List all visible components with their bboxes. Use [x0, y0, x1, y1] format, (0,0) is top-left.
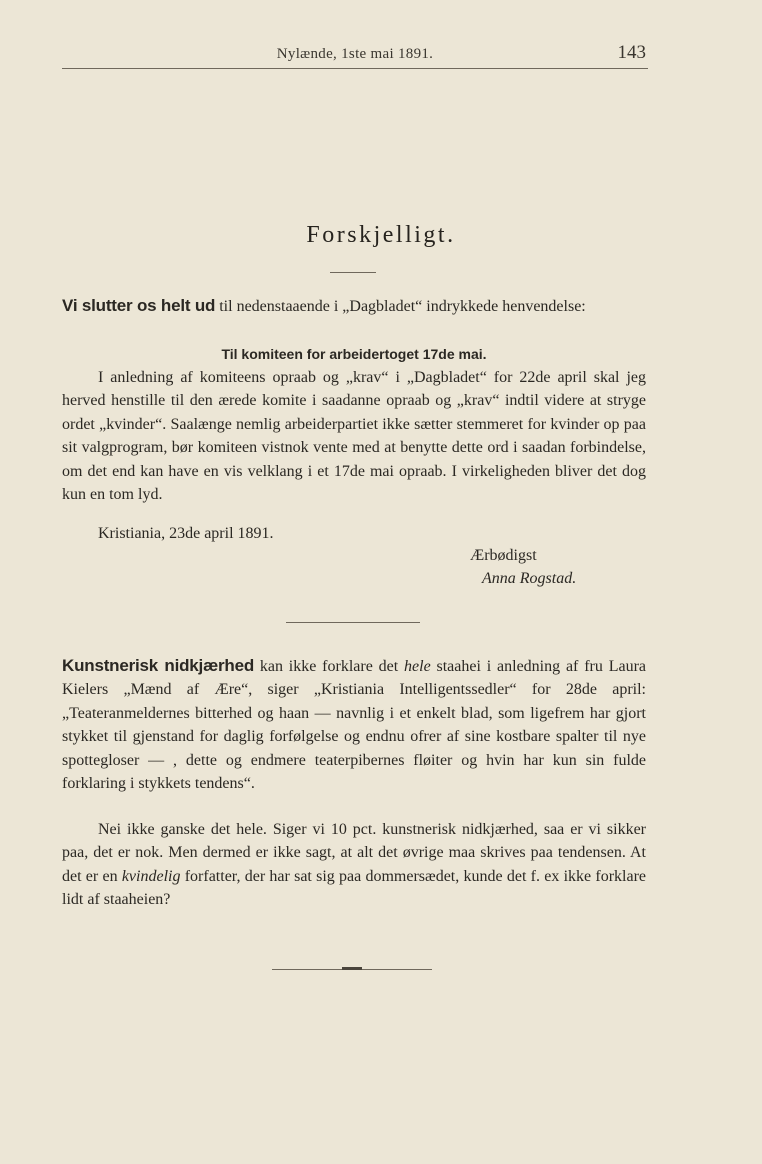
item2-paragraph-1	[62, 654, 646, 795]
item1-signature: Anna Rogstad.	[482, 570, 577, 587]
item1-intro	[62, 294, 646, 318]
item1-closing: Ærbødigst	[470, 547, 537, 564]
item2-p2-a: Nei ikke ganske det hele. Siger vi 10 pct. kunstnerisk nidkjærhed, saa er vi sikker paa, det er nok. Men dermed er ikke sagt, at alt det øvrige maa skrives paa tendensen. At det er en	[62, 821, 646, 885]
item2-p2-em: kvindelig	[121, 867, 181, 885]
item1-intro-text: til nedenstaaende i „Dagbladet“ indrykkede henvendelse:	[215, 298, 586, 315]
item2-p1-em: hele	[404, 658, 431, 675]
end-rule-center	[342, 967, 362, 970]
item1-subheading: Til komiteen for arbeidertoget 17de mai.	[221, 346, 487, 362]
item2-lead: Kunstnerisk nidkjærhed	[62, 656, 255, 675]
item2-p1-a: kan ikke forklare det	[254, 658, 405, 675]
item1-dateline: Kristiania, 23de april 1891.	[98, 525, 274, 542]
item1-lead: Vi slutter os helt ud	[62, 296, 216, 315]
item1-body: I anledning af komiteens opraab og „krav“ i „Dagbladet“ for 22de april skal jeg herved henstille til den ærede komite i saadanne opraab og „krav“ indtil videre at stryge ordet „kvinder“. Saalænge nemlig arbeiderpartiet ikke sætter stemmeret for kvinder op paa sit valgprogram, bør komiteen vistnok vente med at benytte dette ord i saadan forbindelse, om det end kan have en vis velklang i et 17de mai opraab. I virkeligheden bliver det dog kun en tom lyd.	[62, 369, 646, 504]
item2-p2-b: forfatter, der har sat sig paa dommersædet, kunde det f. ex ikke forklare lidt af staaheien?	[62, 867, 647, 909]
item2-paragraph-2	[62, 818, 646, 912]
separator-rule	[286, 622, 420, 623]
title-rule	[330, 272, 376, 273]
section-title: Forskjelligt.	[306, 222, 456, 248]
running-title: Nylænde, 1ste mai 1891.	[276, 46, 434, 62]
item2-p1-b: staahei i anledning af fru Laura Kielers „Mænd af Ære“, siger „Kristiania Intelligentssedler“ for 28de april: „Teateranmeldernes bitterhed og haan — navnlig i et enkelt blad, som ligefrem har gjort stykket til gjenstand for daglig forfølgelse og endnu ofrer af sine kostbare spalter til nye spottegloser — , dette og endmere teaterpibernes fløiter og hvin har kun sin fulde forklaring i stykkets tendens“.	[62, 658, 647, 793]
running-head	[62, 42, 648, 69]
page-number: 143	[617, 42, 646, 63]
